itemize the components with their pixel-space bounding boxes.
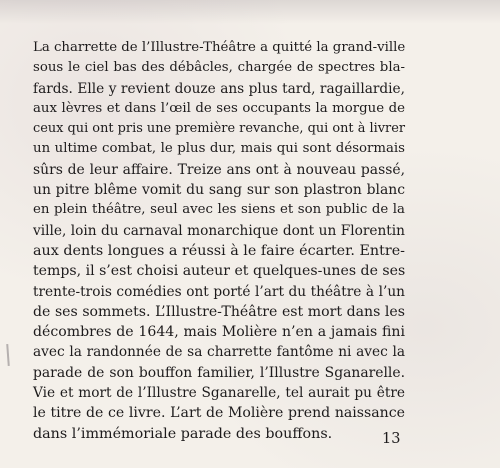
text-line: sûrs de leur affaire. Treize ans ont à nouveau passé,: [33, 161, 405, 178]
text-line: ceux qui ont pris une première revanche, qui ont à livrer: [33, 121, 405, 137]
text-line: trente-trois comédies ont porté l’art du théâtre à l’un: [33, 283, 405, 300]
text-line: aux lèvres et dans l’œil de ses occupants la morgue de: [33, 100, 405, 116]
text-line: le titre de ce livre. L’art de Molière prend naissance: [33, 405, 405, 422]
text-line: fards. Elle y revient douze ans plus tard, ragaillardie,: [33, 80, 405, 97]
text-line: décombres de 1644, mais Molière n’en a jamais fini: [33, 324, 405, 341]
page-number: 13: [382, 431, 401, 447]
text-line: temps, il s’est choisi auteur et quelques-unes de ses: [33, 263, 406, 280]
text-line: un ultime combat, le plus dur, mais qui sont désormais: [33, 141, 405, 157]
text-line: en plein théâtre, seul avec les siens et son public de la: [33, 202, 405, 218]
text-line: avec la randonnée de sa charrette fantôme ni avec la: [33, 344, 405, 361]
text-line: dans l’immémoriale parade des bouffons.: [33, 425, 333, 442]
text-line: de ses sommets. L’Illustre-Théâtre est mort dans les: [33, 303, 405, 320]
text-line: aux dents longues a réussi à le faire écarter. Entre-: [33, 242, 406, 259]
text-line: ville, loin du carnaval monarchique dont un Florentin: [33, 222, 405, 239]
margin-mark: [6, 344, 9, 366]
show-through-shadow: [0, 0, 500, 24]
text-line: La charrette de l’Illustre-Théâtre a quitté la grand-ville: [33, 40, 406, 55]
text-line: un pitre blême vomit du sang sur son plastron blanc: [33, 182, 405, 199]
text-line: Vie et mort de l’Illustre Sganarelle, tel aurait pu être: [33, 385, 405, 402]
text-line: parade de son bouffon familier, l’Illustre Sganarelle.: [33, 364, 405, 381]
text-line: sous le ciel bas des débâcles, chargée de spectres bla-: [33, 60, 405, 76]
body-paragraph: [33, 38, 405, 444]
